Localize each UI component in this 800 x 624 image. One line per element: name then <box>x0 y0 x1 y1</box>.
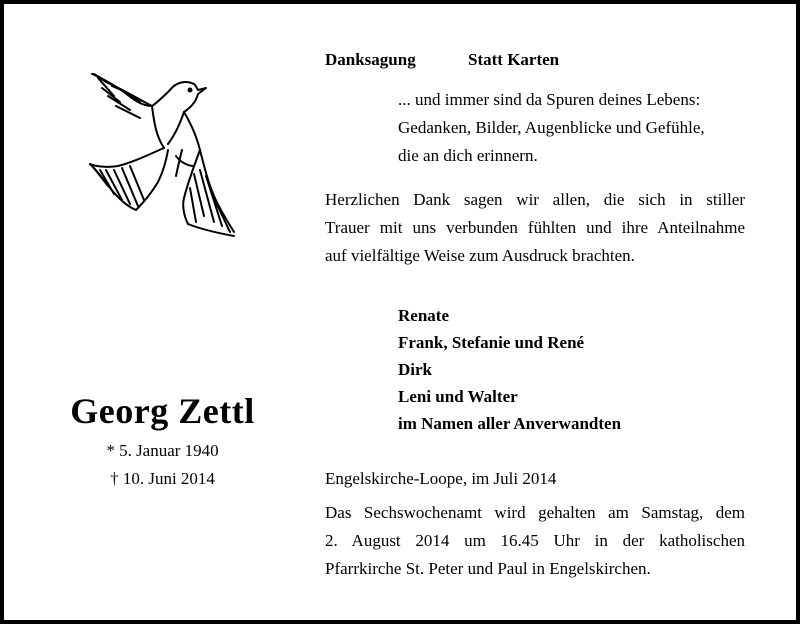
quote-line: Gedanken, Bilder, Augenblicke und Gefühle, <box>398 118 705 137</box>
dove-icon <box>84 66 244 244</box>
signatory: Renate <box>398 306 449 325</box>
signatory: Frank, Stefanie und René <box>398 333 585 352</box>
signatory: Leni und Walter <box>398 387 518 406</box>
thanks-line: Herzlichen Dank sagen wir allen, die sich in stiller <box>325 190 745 209</box>
mass-notice-line: Pfarrkirche St. Peter und Paul in Engelskirchen. <box>325 559 651 578</box>
thanks-line: Trauer mit uns verbunden fühlten und ihre Anteilnahme <box>325 218 745 237</box>
mass-notice-line: 2. August 2014 um 16.45 Uhr in der katholischen <box>325 531 745 550</box>
mass-notice-line: Das Sechswochenamt wird gehalten am Samstag, dem <box>325 503 745 522</box>
signatory: Dirk <box>398 360 432 379</box>
place-date: Engelskirche-Loope, im Juli 2014 <box>325 469 557 488</box>
quote-line: ... und immer sind da Spuren deines Lebens: <box>398 90 701 109</box>
heading-danksagung: Danksagung <box>325 50 416 69</box>
deceased-name: Georg Zettl <box>70 391 255 431</box>
quote-line: die an dich erinnern. <box>398 146 538 165</box>
signatory: im Namen aller Anverwandten <box>398 414 622 433</box>
birth-date: * 5. Januar 1940 <box>106 441 219 460</box>
thanks-line: auf vielfältige Weise zum Ausdruck brachten. <box>325 246 635 265</box>
heading-statt-karten: Statt Karten <box>468 50 560 69</box>
death-date: † 10. Juni 2014 <box>110 469 215 488</box>
